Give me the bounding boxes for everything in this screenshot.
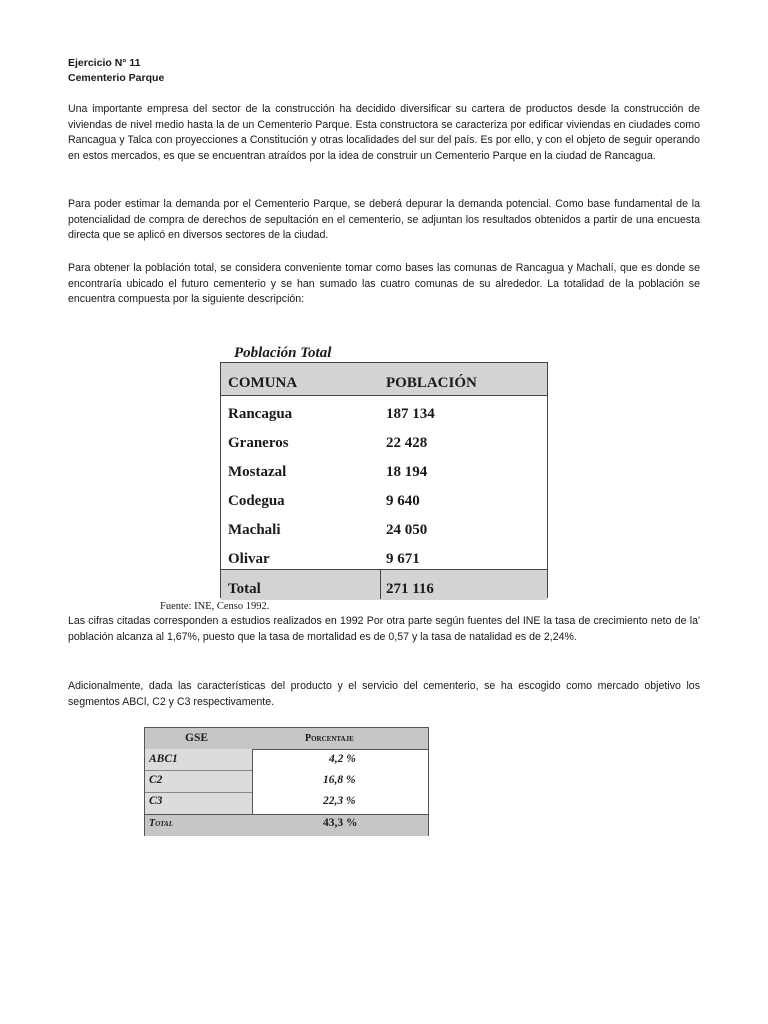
gse-row-segment: C2 [149,774,163,786]
gse-total-label: Total [149,818,173,829]
gse-row-segment: ABC1 [149,753,178,765]
exercise-title: Cementerio Parque [68,72,165,84]
gse-row-percentage: 4,2 % [329,753,356,765]
paragraph-population: Para obtener la población total, se considera conveniente tomar como bases las comunas de Rancagua y Machalí, que es donde se encontraría ubicado el futuro cementerio y se han sumado las cuatro comunas de su alrededor. La totalidad de la población se encuentra compuesta por la siguiente descripción: [68,262,700,305]
row-poblacion: 9 640 [386,493,420,509]
total-value: 271 116 [386,581,434,597]
row-comuna: Mostazal [228,464,287,480]
row-poblacion: 22 428 [386,435,428,451]
row-poblacion: 9 671 [386,551,420,567]
paragraph-intro: Una importante empresa del sector de la construcción ha decidido diversificar su cartera de productos desde la construcción de viviendas de nivel medio hasta la de un Cementerio Parque. Esta constructora se caracteriza por edificar viviendas en ciudades como Rancagua y Talca con proyecciones a Constitución y otras localidades del sur del país. Es por ello, y con el objeto de seguir operando en estos mercados, es que se encuentran atraídos por la idea de construir un Cementerio Parque en la ciudad de Rancagua. [68,103,700,162]
gse-row-divider [145,770,252,771]
row-comuna: Graneros [228,435,289,451]
row-poblacion: 24 050 [386,522,428,538]
gse-header-segment: GSE [185,732,209,744]
population-table-footer [221,569,547,600]
gse-table [144,727,429,836]
row-comuna: Olivar [228,551,270,567]
gse-table-footer [145,814,428,836]
row-comuna: Rancagua [228,406,293,422]
paragraph-growth: Las cifras citadas corresponden a estudios realizados en 1992 Por otra parte según fuentes del INE la tasa de crecimiento neto de la' población alcanza al 1,67%, puesto que la tasa de mortalidad es de 0,57 y la tasa de natalidad es de 2,24%. [68,615,700,643]
population-table [220,362,548,598]
header-poblacion: POBLACIÓN [386,375,477,391]
population-table-caption: Población Total [234,345,332,361]
exercise-number: Ejercicio N° 11 [68,57,141,69]
row-comuna: Codegua [228,493,285,509]
row-comuna: Machali [228,522,281,538]
header-comuna: COMUNA [228,375,298,391]
paragraph-demand: Para poder estimar la demanda por el Cementerio Parque, se deberá depurar la demanda potencial. Como base fundamental de la potencialidad de compra de derechos de sepultación en el cementerio, se adjuntan los resultados obtenidos a partir de una encuesta directa que se aplicó en diversos sectores de la ciudad. [68,198,700,241]
gse-header-percentage: Porcentaje [305,733,354,744]
gse-row-percentage: 22,3 % [323,795,356,807]
population-table-divider [380,569,381,599]
paragraph-segments: Adicionalmente, dada las características del producto y el servicio del cementerio, se ha escogido como mercado objetivo los segmentos ABCl, C2 y C3 respectivamente. [68,680,700,708]
gse-row-divider [145,792,252,793]
total-label: Total [228,581,261,597]
row-poblacion: 187 134 [386,406,435,422]
gse-total-value: 43,3 % [323,817,358,829]
gse-row-percentage: 16,8 % [323,774,356,786]
row-poblacion: 18 194 [386,464,428,480]
population-source: Fuente: INE, Censo 1992. [160,601,270,612]
gse-row-segment: C3 [149,795,163,807]
